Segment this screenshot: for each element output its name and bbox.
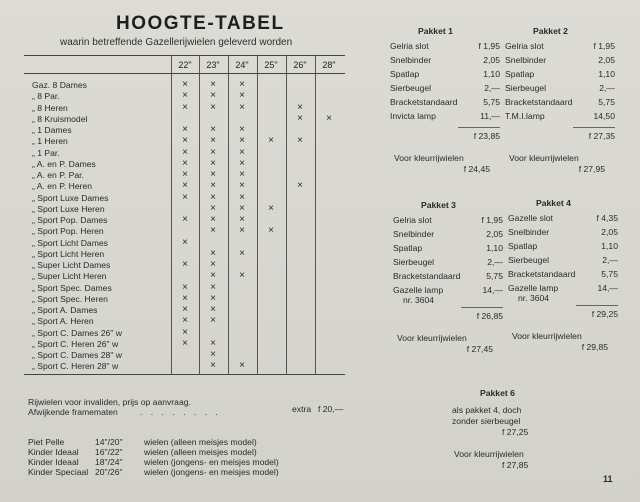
kleur-label: Voor kleurrijwielen <box>512 331 582 341</box>
table-row-label: „ A. en P. Heren <box>32 181 93 192</box>
package-item-label: Sierbeugel <box>508 255 550 265</box>
package-item-price: 14,— <box>597 283 618 293</box>
size-mark: × <box>210 146 216 158</box>
size-mark: × <box>210 202 216 214</box>
size-mark: × <box>210 304 216 315</box>
dot-leader: . . . . . . . . <box>140 407 221 417</box>
package-item-price: 2,05 <box>601 227 618 237</box>
size-mark: × <box>182 326 188 338</box>
size-mark: × <box>239 124 245 135</box>
table-row-label: „ Sport Luxe Dames <box>32 192 109 203</box>
package-item-label: Spatlap <box>508 241 538 251</box>
table-row-label: „ Sport C. Dames 28" w <box>32 350 122 360</box>
size-mark: × <box>182 281 188 293</box>
model-wheel-size: 14"/20" <box>95 437 123 447</box>
size-mark: × <box>239 214 245 225</box>
model-wheel-size: 16"/22" <box>95 447 123 457</box>
package-item-price: 2,— <box>599 83 615 93</box>
table-col-divider <box>315 55 316 375</box>
table-row-label: „ Sport Luxe Heren <box>32 203 105 214</box>
size-mark: × <box>182 79 188 90</box>
kleur-price: f 27,45 <box>466 344 493 354</box>
package-item-price: 2,— <box>484 83 500 93</box>
model-description: wielen (alleen meisjes model) <box>144 437 257 447</box>
kleur-label: Voor kleurrijwielen <box>397 333 467 343</box>
size-mark: × <box>182 180 188 192</box>
size-mark: × <box>239 191 245 203</box>
kleur-label: Voor kleurrijwielen <box>394 153 464 163</box>
package-item-label: Bracketstandaard <box>393 271 461 281</box>
package-item-price: 2,05 <box>483 55 500 65</box>
model-name: Kinder Ideaal <box>28 447 79 457</box>
package-item-price: 14,— <box>482 285 503 295</box>
package-total: f 23,85 <box>473 131 500 141</box>
package-item-label: Snelbinder <box>505 55 547 65</box>
table-row-label: Gaz. 8 Dames <box>32 80 87 90</box>
size-mark: × <box>210 247 216 259</box>
package-total: f 26,85 <box>476 311 503 321</box>
total-rule <box>576 305 618 306</box>
size-mark: × <box>182 90 188 102</box>
column-header: 23" <box>206 60 220 70</box>
size-mark: × <box>297 101 303 113</box>
model-wheel-size: 18"/24" <box>95 457 123 467</box>
size-mark: × <box>210 349 216 360</box>
package-item-label: Sierbeugel <box>390 83 432 93</box>
table-row-label: „ Sport A. Heren <box>32 316 94 327</box>
size-mark: × <box>182 124 188 135</box>
lamp-number: nr. 3604 <box>518 293 550 303</box>
model-name: Piet Pelle <box>28 437 65 447</box>
package-item-label: Snelbinder <box>390 55 432 65</box>
package-total: f 27,35 <box>588 131 615 141</box>
package-title: Pakket 6 <box>480 388 515 398</box>
package-item-label: Spatlap <box>390 69 420 79</box>
size-mark: × <box>210 169 216 180</box>
size-mark: × <box>239 90 245 102</box>
table-top-rule <box>24 55 345 56</box>
package-item-label: Spatlap <box>393 243 423 253</box>
size-mark: × <box>210 270 216 282</box>
model-name: Kinder Speciaal <box>28 467 89 477</box>
size-mark: × <box>210 315 216 327</box>
page-subtitle: waarin betreffende Gazellerijwielen geleverd worden <box>60 37 293 48</box>
package-item-price: f 1,95 <box>478 41 500 51</box>
size-mark: × <box>239 157 245 169</box>
table-header-rule <box>24 73 345 74</box>
size-mark: × <box>239 202 245 214</box>
total-rule <box>458 127 500 128</box>
model-description: wielen (jongens- en meisjes model) <box>144 457 279 467</box>
extra-label: extra <box>292 404 312 414</box>
framematen-note: Afwijkende framematen <box>28 407 118 417</box>
package-item-label: Gazelle slot <box>508 213 553 223</box>
size-mark: × <box>239 79 245 90</box>
table-row-label: „ A. en P. Par. <box>32 170 84 180</box>
kleur-label: Voor kleurrijwielen <box>454 449 524 459</box>
size-mark: × <box>182 191 188 203</box>
package-item-price: 1,10 <box>486 243 503 253</box>
package-item-label: Snelbinder <box>393 229 435 239</box>
package-item-price: 2,05 <box>486 229 503 239</box>
size-mark: × <box>182 337 188 349</box>
model-description: wielen (jongens- en meisjes model) <box>144 467 279 477</box>
table-row-label: „ Sport C. Heren 26" w <box>32 338 119 349</box>
table-row-label: „ 1 Dames <box>32 125 72 135</box>
size-mark: × <box>210 101 216 113</box>
package-title: Pakket 2 <box>533 26 568 36</box>
size-mark: × <box>210 124 216 135</box>
size-mark: × <box>210 191 216 203</box>
table-row-label: „ A. en P. Dames <box>32 158 96 169</box>
table-col-divider <box>257 55 258 375</box>
package-item-price: 1,10 <box>483 69 500 79</box>
table-row-label: „ Sport A. Dames <box>32 305 98 315</box>
model-wheel-size: 20"/26" <box>95 467 123 477</box>
package-item-price: f 1,95 <box>593 41 615 51</box>
table-row-label: „ Sport Pop. Heren <box>32 226 104 237</box>
table-row-label: „ Super Licht Heren <box>32 271 107 282</box>
size-mark: × <box>239 169 245 180</box>
package-item-price: 11,— <box>480 111 500 121</box>
total-rule <box>461 307 503 308</box>
size-mark: × <box>297 112 303 124</box>
package-item-label: Gelria slot <box>505 41 544 51</box>
size-mark: × <box>297 135 303 147</box>
package-price: f 27,25 <box>502 427 529 437</box>
table-row-label: „ Sport Spec. Dames <box>32 282 112 293</box>
package-item-price: 5,75 <box>483 97 500 107</box>
package-item-label: Gazelle lamp <box>508 283 559 293</box>
table-row-label: „ 1 Par. <box>32 147 60 158</box>
package-item-label: Bracketstandaard <box>508 269 576 279</box>
size-mark: × <box>239 270 245 282</box>
package-item-price: 2,— <box>487 257 503 267</box>
table-row-label: „ Sport Licht Dames <box>32 237 108 248</box>
package-item-label: Gelria slot <box>393 215 432 225</box>
package-item-price: 1,10 <box>598 69 615 79</box>
size-mark: × <box>210 157 216 169</box>
table-row-label: „ 8 Par. <box>32 91 60 102</box>
table-row-label: „ 1 Heren <box>32 136 68 147</box>
package-description: zonder sierbeugel <box>452 416 521 426</box>
size-mark: × <box>210 281 216 293</box>
package-item-label: T.M.I.lamp <box>505 111 545 121</box>
size-mark: × <box>210 360 216 372</box>
column-header: 26" <box>293 60 307 70</box>
size-mark: × <box>239 225 245 237</box>
package-item-label: Spatlap <box>505 69 535 79</box>
table-row-label: „ Super Licht Dames <box>32 260 111 270</box>
size-mark: × <box>182 157 188 169</box>
page-title: HOOGTE-TABEL <box>116 13 285 34</box>
package-item-price: 2,— <box>602 255 618 265</box>
kleur-price: f 27,85 <box>502 460 529 470</box>
package-item-price: 5,75 <box>601 269 618 279</box>
package-description: als pakket 4, doch <box>452 405 522 415</box>
package-item-price: f 1,95 <box>481 215 503 225</box>
package-item-label: Invicta lamp <box>390 111 436 121</box>
size-mark: × <box>182 101 188 113</box>
size-mark: × <box>182 146 188 158</box>
table-row-label: „ Sport Licht Heren <box>32 248 105 259</box>
package-item-price: 1,10 <box>601 241 618 251</box>
invaliden-note: Rijwielen voor invaliden, prijs op aanvraag. <box>28 397 191 407</box>
size-mark: × <box>268 135 274 147</box>
page-number: 11 <box>603 474 613 484</box>
package-total: f 29,25 <box>591 309 618 319</box>
size-mark: × <box>210 292 216 304</box>
column-header: 24" <box>235 60 249 70</box>
kleur-price: f 29,85 <box>581 342 608 352</box>
size-mark: × <box>182 214 188 225</box>
package-title: Pakket 3 <box>421 200 456 210</box>
package-item-price: 14,50 <box>593 111 615 121</box>
package-title: Pakket 1 <box>418 26 453 36</box>
size-mark: × <box>239 360 245 372</box>
size-mark: × <box>182 169 188 180</box>
package-item-label: Gazelle lamp <box>393 285 444 295</box>
table-bottom-rule <box>24 374 345 375</box>
size-mark: × <box>326 112 332 124</box>
kleur-label: Voor kleurrijwielen <box>509 153 579 163</box>
package-item-label: Snelbinder <box>508 227 550 237</box>
size-mark: × <box>239 146 245 158</box>
size-mark: × <box>210 180 216 192</box>
size-mark: × <box>239 180 245 192</box>
package-item-price: f 4,35 <box>596 213 618 223</box>
total-rule <box>573 127 615 128</box>
size-mark: × <box>268 225 274 237</box>
size-mark: × <box>182 304 188 315</box>
kleur-price: f 24,45 <box>463 164 490 174</box>
package-item-label: Sierbeugel <box>393 257 435 267</box>
package-item-label: Gelria slot <box>390 41 429 51</box>
size-mark: × <box>210 225 216 237</box>
extra-price: f 20,— <box>318 404 344 414</box>
lamp-number: nr. 3604 <box>403 295 435 305</box>
package-item-label: Bracketstandaard <box>505 97 573 107</box>
size-mark: × <box>210 214 216 225</box>
size-mark: × <box>239 101 245 113</box>
size-mark: × <box>210 79 216 90</box>
kleur-price: f 27,95 <box>578 164 605 174</box>
size-mark: × <box>182 292 188 304</box>
package-item-label: Sierbeugel <box>505 83 547 93</box>
size-mark: × <box>210 259 216 270</box>
size-mark: × <box>239 135 245 147</box>
column-header: 22" <box>178 60 192 70</box>
model-name: Kinder Ideaal <box>28 457 79 467</box>
size-mark: × <box>182 135 188 147</box>
package-item-price: 5,75 <box>598 97 615 107</box>
table-row-label: „ Sport Spec. Heren <box>32 293 108 304</box>
size-mark: × <box>210 90 216 102</box>
table-row-label: „ Sport C. Dames 26" w <box>32 327 122 338</box>
package-title: Pakket 4 <box>536 198 571 208</box>
table-row-label: „ 8 Heren <box>32 102 68 113</box>
size-mark: × <box>239 247 245 259</box>
model-description: wielen (alleen meisjes model) <box>144 447 257 457</box>
size-mark: × <box>210 337 216 349</box>
size-mark: × <box>182 259 188 270</box>
size-mark: × <box>210 135 216 147</box>
size-mark: × <box>182 315 188 327</box>
package-item-price: 5,75 <box>486 271 503 281</box>
size-mark: × <box>182 236 188 248</box>
package-item-label: Bracketstandaard <box>390 97 458 107</box>
size-mark: × <box>297 180 303 192</box>
package-item-price: 2,05 <box>598 55 615 65</box>
size-mark: × <box>268 202 274 214</box>
column-header: 25" <box>264 60 278 70</box>
table-row-label: „ Sport C. Heren 28" w <box>32 361 119 372</box>
column-header: 28" <box>322 60 336 70</box>
table-row-label: „ 8 Kruismodel <box>32 113 88 124</box>
table-row-label: „ Sport Pop. Dames <box>32 215 108 225</box>
